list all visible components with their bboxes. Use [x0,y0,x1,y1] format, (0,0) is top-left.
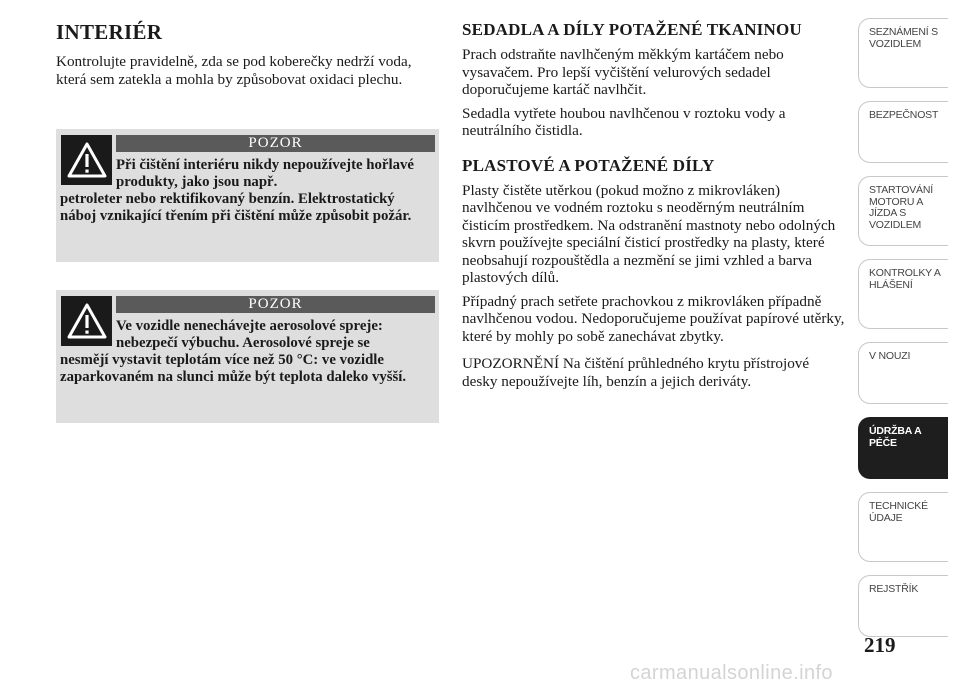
seats-paragraph-2: Sedadla vytřete houbou navlhčenou v roztoku vody a neutrálního čistidla. [462,104,786,139]
section-heading-plastics: PLASTOVÉ A POTAŽENÉ DÍLY [462,155,715,175]
right-column [462,20,846,396]
seats-paragraph-1: Prach odstraňte navlhčeným měkkým kartáčem nebo vysavačem. Pro lepší vyčištění velurových sedadel doporučujeme kartáč navlhčit. [462,46,784,98]
tab-label: KONTROLKY A HLÁŠENÍ [869,267,941,291]
warning-title: POZOR [116,296,435,313]
tab-udrzba[interactable] [858,417,948,479]
section-heading-seats: SEDADLA A DÍLY POTAŽENÉ TKANINOU [462,20,802,39]
note-paragraph: UPOZORNĚNÍ Na čištění průhledného krytu přístrojové desky nepoužívejte líh, benzín a jejich deriváty. [462,355,810,390]
left-column [56,20,440,94]
plastics-paragraph-2: Případný prach setřete prachovkou z mikrovláken případně navlhčenou vodou. Nedoporučujeme používat papírové utěrky, které by mohly po sobě zanechávat zbytky. [462,292,845,345]
warning-text-rest: petroleter nebo rektifikovaný benzín. Elektrostatický náboj vznikající třením při čištění může způsobit požár. [60,191,412,224]
tab-technicke[interactable] [858,492,948,562]
watermark: carmanualsonline.info [630,662,833,684]
tab-bezpecnost[interactable] [858,101,948,163]
warning-text-first: Ve vozidle nenechávejte aerosolové spreje: nebezpečí výbuchu. Aerosolové spreje se [116,318,383,351]
warning-text [60,318,433,386]
tab-label: BEZPEČNOST [869,109,939,121]
tab-label: REJSTŘÍK [869,583,919,595]
tab-label: TECHNICKÉ ÚDAJE [869,500,928,524]
tab-rejstrik[interactable] [858,575,948,637]
tab-label: V NOUZI [869,350,911,362]
tab-label: SEZNÁMENÍ S VOZIDLEM [869,26,938,50]
warning-box-1 [56,129,439,262]
tab-startovani[interactable] [858,176,948,246]
tab-label: ÚDRŽBA A PÉČE [869,425,922,449]
section-heading-interior: INTERIÉR [56,20,163,44]
page-number: 219 [864,633,896,657]
tab-kontrolky[interactable] [858,259,948,329]
chapter-tabs [858,18,948,650]
warning-box-2 [56,290,439,423]
warning-text-rest: nesmějí vystavit teplotám více než 50 °C: ve vozidle zaparkovaném na slunci může být teplota daleko vyšší. [60,352,407,385]
tab-label: STARTOVÁNÍ MOTORU A JÍZDA S VOZIDLEM [869,184,933,231]
plastics-paragraph-1: Plasty čistěte utěrkou (pokud možno z mikrovláken) navlhčenou ve vodném roztoku s neoděrným neutrálním čisticím prostředkem. Na odstranění mastnoty nebo odolných skvrn používejte speciální čisticí prostředky na plasty, které neobsahují rozpouštědla a nezmění se jimi vzhled a barva plastových dílů. [462,181,836,286]
tab-v-nouzi[interactable] [858,342,948,404]
warning-title: POZOR [116,135,435,152]
interior-paragraph: Kontrolujte pravidelně, zda se pod koberečky nedrží voda, která sem zatekla a mohla by způsobovat oxidaci plechu. [56,53,412,88]
warning-text [60,157,433,225]
tab-seznameni[interactable] [858,18,948,88]
warning-text-first: Při čištění interiéru nikdy nepoužívejte hořlavé produkty, jako jsou např. [116,157,414,190]
